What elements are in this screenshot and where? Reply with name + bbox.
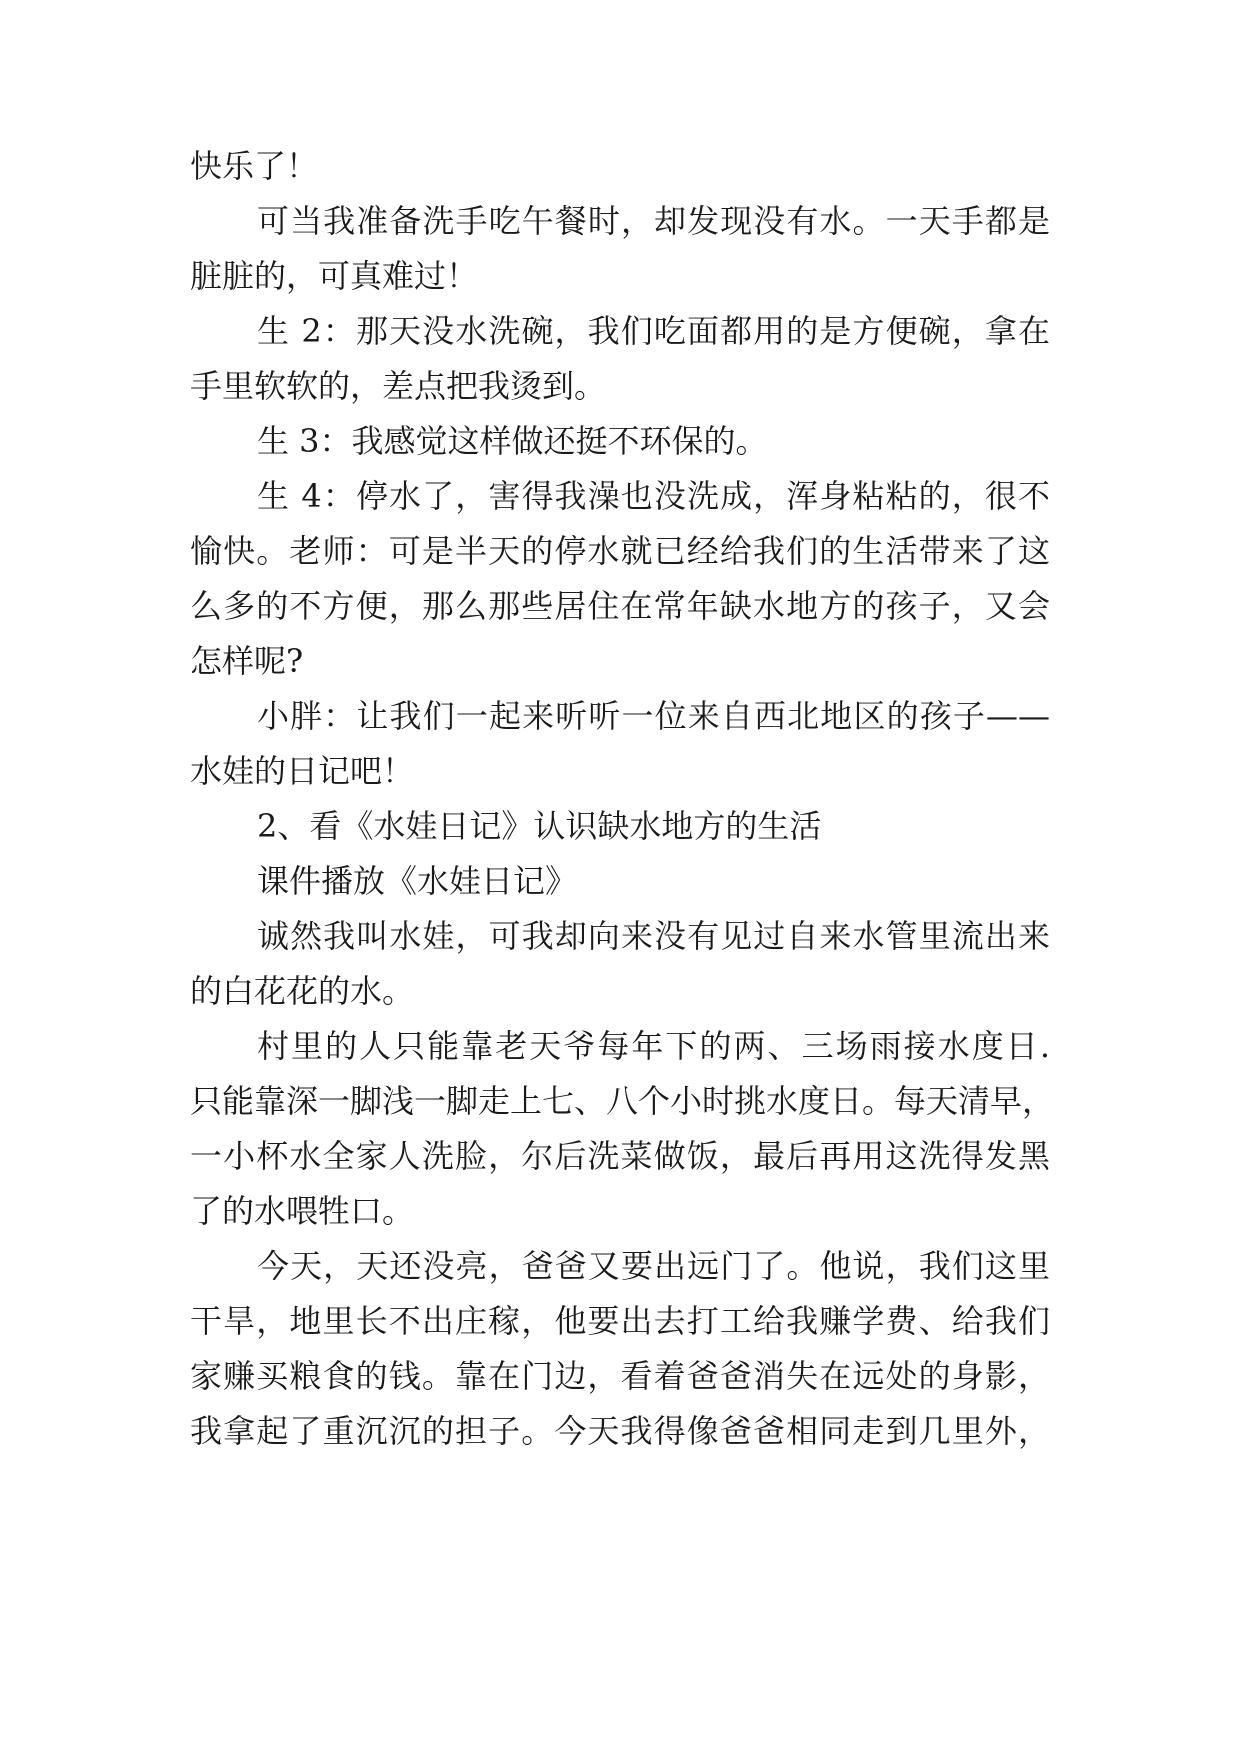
- text-line: 家赚买粮食的钱。靠在门边，看着爸爸消失在远处的身影，: [190, 1357, 1050, 1395]
- text-line: 只能靠深一脚浅一脚走上七、八个小时挑水度日。每天清早，: [190, 1082, 1055, 1120]
- text-line: 怎样呢?: [190, 642, 304, 680]
- section-heading: 2、看《水娃日记》认识缺水地方的生活: [257, 807, 822, 845]
- text-line: 生 3：我感觉这样做还挺不环保的。: [257, 422, 768, 460]
- text-line: 生 4：停水了，害得我澡也没洗成，浑身粘粘的，很不: [257, 477, 1050, 515]
- text-line: 么多的不方便，那么那些居住在常年缺水地方的孩子，又会: [190, 587, 1050, 625]
- text-line: 今天，天还没亮，爸爸又要出远门了。他说，我们这里: [257, 1247, 1050, 1285]
- text-line: 脏脏的，可真难过！: [190, 257, 479, 295]
- text-line: 我拿起了重沉沉的担子。今天我得像爸爸相同走到几里外，: [190, 1412, 1050, 1450]
- text-line: 快乐了！: [190, 147, 319, 185]
- text-line: 手里软软的，差点把我烫到。: [190, 367, 607, 405]
- text-line: 了的水喂牲口。: [190, 1192, 415, 1230]
- text-line: 水娃的日记吧！: [190, 752, 415, 790]
- text-line: 村里的人只能靠老天爷每年下的两、三场雨接水度日.: [257, 1027, 1050, 1065]
- text-line: 诚然我叫水娃，可我却向来没有见过自来水管里流出来: [257, 917, 1050, 955]
- text-line: 课件播放《水娃日记》: [257, 862, 578, 900]
- text-line: 生 2：那天没水洗碗，我们吃面都用的是方便碗，拿在: [257, 312, 1050, 350]
- text-line: 小胖：让我们一起来听听一位来自西北地区的孩子——: [257, 697, 1050, 735]
- text-line: 的白花花的水。: [190, 972, 415, 1010]
- text-line: 愉快。老师：可是半天的停水就已经给我们的生活带来了这: [190, 532, 1050, 570]
- text-line: 一小杯水全家人洗脸，尔后洗菜做饭，最后再用这洗得发黑: [190, 1137, 1050, 1175]
- text-line: 干旱，地里长不出庄稼，他要出去打工给我赚学费、给我们: [190, 1302, 1050, 1340]
- text-line: 可当我准备洗手吃午餐时，却发现没有水。一天手都是: [257, 202, 1050, 240]
